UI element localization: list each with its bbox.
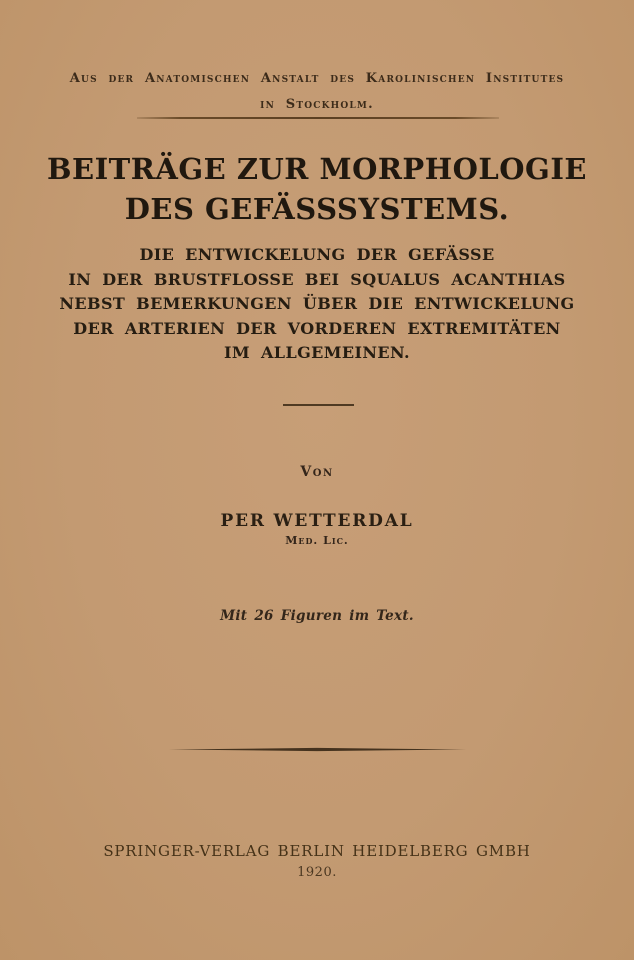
book-title-line-1: BEITRÄGE ZUR MORPHOLOGIE: [46, 152, 587, 186]
author-name: PER WETTERDAL: [220, 511, 414, 531]
institute-attribution: [0, 66, 634, 118]
swelled-divider-rule: [169, 737, 466, 742]
publication-year: 1920.: [297, 865, 337, 880]
book-title-line-2: DES GEFÄSSSYSTEMS.: [124, 192, 510, 226]
author-degree: Med. Lic.: [285, 534, 349, 547]
subtitle-line: DIE ENTWICKELUNG DER GEFÄSSE: [139, 245, 495, 264]
byline-von: Von: [300, 464, 334, 480]
book-title: [0, 149, 634, 229]
header-divider-rule: [137, 117, 499, 119]
figures-note: Mit 26 Figuren im Text.: [220, 608, 414, 624]
swelled-rule-graphic: [169, 747, 466, 752]
institute-line-2: in Stockholm.: [260, 97, 374, 112]
publisher-imprint: SPRINGER-VERLAG BERLIN HEIDELBERG GMBH: [103, 842, 531, 860]
institute-line-1: Aus der Anatomischen Anstalt des Karolinischen Institutes: [69, 71, 565, 86]
subtitle-line: NEBST BEMERKUNGEN ÜBER DIE ENTWICKELUNG: [59, 294, 575, 313]
subtitle-line: IM ALLGEMEINEN.: [224, 343, 410, 362]
subtitle-line: IN DER BRUSTFLOSSE BEI SQUALUS ACANTHIAS: [68, 269, 566, 289]
subtitle-line: DER ARTERIEN DER VORDEREN EXTREMITÄTEN: [73, 318, 561, 338]
book-subtitle: [0, 243, 634, 366]
short-divider-rule: [283, 404, 354, 406]
